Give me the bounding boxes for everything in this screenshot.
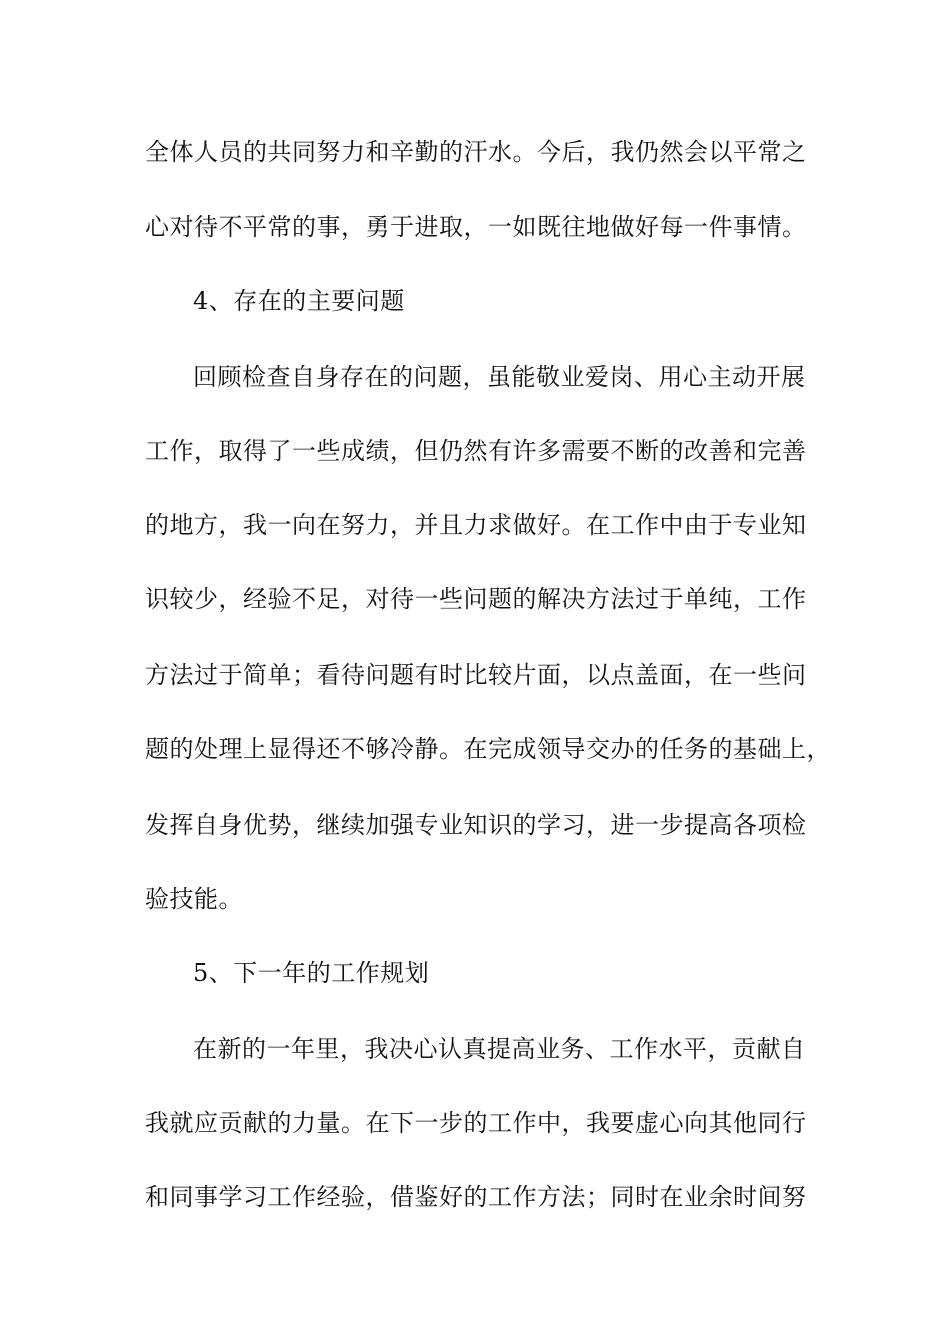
paragraph-line: 发挥自身优势，继续加强专业知识的学习，进一步提高各项检 — [145, 811, 807, 839]
paragraph-line: 工作，取得了一些成绩，但仍然有许多需要不断的改善和完善 — [145, 437, 807, 465]
paragraph-line: 和同事学习工作经验，借鉴好的工作方法；同时在业余时间努 — [145, 1183, 807, 1211]
paragraph-line: 验技能。 — [145, 885, 243, 913]
paragraph-line: 全体人员的共同努力和辛勤的汗水。今后，我仍然会以平常之 — [145, 138, 807, 166]
paragraph-line: 我就应贡献的力量。在下一步的工作中，我要虚心向其他同行 — [145, 1109, 807, 1137]
paragraph-line: 题的处理上显得还不够冷静。在完成领导交办的任务的基础上， — [145, 735, 831, 763]
paragraph-line: 回顾检查自身存在的问题，虽能敬业爱岗、用心主动开展 — [193, 363, 806, 391]
section-heading: 5、下一年的工作规划 — [193, 959, 430, 987]
section-heading: 4、存在的主要问题 — [193, 287, 405, 315]
paragraph-line: 在新的一年里，我决心认真提高业务、工作水平，贡献自 — [193, 1035, 806, 1063]
paragraph-line: 方法过于简单；看待问题有时比较片面，以点盖面，在一些问 — [145, 661, 807, 689]
paragraph-line: 的地方，我一向在努力，并且力求做好。在工作中由于专业知 — [145, 511, 807, 539]
paragraph-line: 识较少，经验不足，对待一些问题的解决方法过于单纯，工作 — [145, 585, 807, 613]
paragraph-line: 心对待不平常的事，勇于进取，一如既往地做好每一件事情。 — [145, 213, 807, 241]
